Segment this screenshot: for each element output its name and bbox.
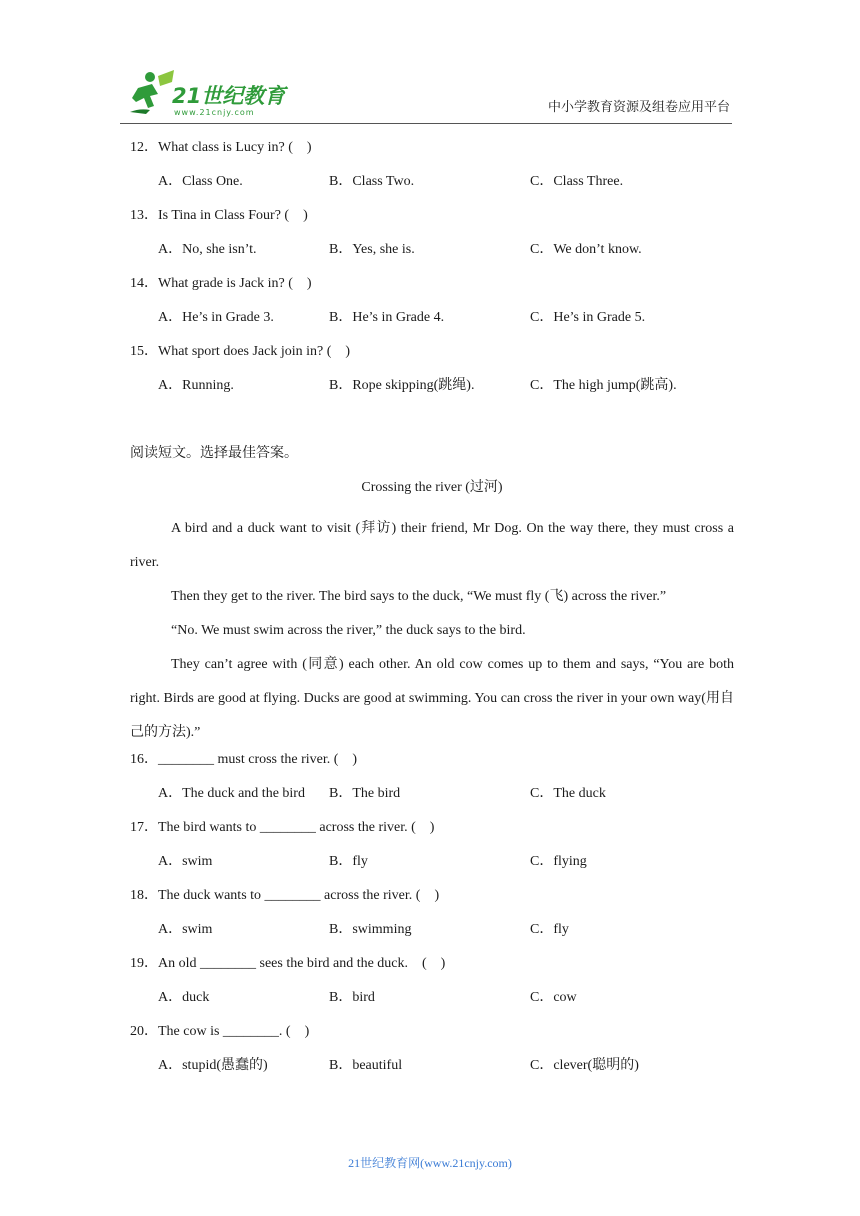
options: [130, 784, 734, 818]
options: [130, 988, 734, 1022]
runner-logo-icon: [120, 68, 176, 120]
options: [130, 852, 734, 886]
question-12: [130, 138, 734, 206]
option-a: A．duck: [158, 990, 210, 1005]
option-c: C．flying: [530, 854, 587, 869]
option-c: C．The duck: [530, 786, 606, 801]
option-b: B．He’s in Grade 4.: [329, 310, 445, 325]
question-text: 17．The bird wants to ________ across the river. ( ): [130, 820, 435, 835]
page-footer[interactable]: 21世纪教育网(www.21cnjy.com): [348, 1156, 512, 1170]
option-b: B．swimming: [329, 922, 412, 937]
option-a: A．He’s in Grade 3.: [158, 310, 274, 325]
question-text: 18．The duck wants to ________ across the river. ( ): [130, 888, 440, 903]
option-b: B．Yes, she is.: [329, 242, 415, 257]
question-13: [130, 206, 734, 274]
page-header: [120, 62, 732, 124]
option-c: C．fly: [530, 922, 569, 937]
option-c: C．Class Three.: [530, 174, 624, 189]
passage-paragraph: Then they get to the river. The bird says to the duck, “We must fly (飞) across the river.”: [171, 589, 667, 604]
question-17: [130, 818, 734, 886]
question-text: 14．What grade is Jack in? ( ): [130, 276, 312, 291]
option-a: A．Class One.: [158, 174, 243, 189]
option-b: B．bird: [329, 990, 375, 1005]
spacer: [130, 410, 734, 444]
option-b: B．beautiful: [329, 1058, 403, 1073]
header-divider: [120, 123, 732, 124]
option-c: C．clever(聪明的): [530, 1058, 639, 1073]
option-a: A．swim: [158, 854, 213, 869]
question-14: [130, 274, 734, 342]
options: [130, 1056, 734, 1090]
question-18: [130, 886, 734, 954]
option-c: C．cow: [530, 990, 577, 1005]
option-b: B．The bird: [329, 786, 401, 801]
option-c: C．The high jump(跳高).: [530, 378, 677, 393]
question-20: [130, 1022, 734, 1090]
options: [130, 308, 734, 342]
site-logo: [120, 68, 300, 120]
question-text: 20．The cow is ________. ( ): [130, 1024, 310, 1039]
option-c: C．We don’t know.: [530, 242, 642, 257]
options: [130, 240, 734, 274]
option-a: A．The duck and the bird: [158, 786, 305, 801]
options: [130, 172, 734, 206]
logo-text: 21世纪教育: [172, 84, 286, 108]
question-text: 12．What class is Lucy in? ( ): [130, 140, 312, 155]
question-15: [130, 342, 734, 410]
option-b: B．Class Two.: [329, 174, 415, 189]
platform-label: 中小学教育资源及组卷应用平台: [547, 99, 730, 114]
reading-instruction: 阅读短文。选择最佳答案。: [130, 446, 298, 461]
passage-paragraph: A bird and a duck want to visit (拜访) their friend, Mr Dog. On the way there, they must cross a river.: [130, 521, 734, 570]
logo-url: www.21cnjy.com: [174, 108, 255, 117]
option-a: A．Running.: [158, 378, 234, 393]
question-19: [130, 954, 734, 1022]
options: [130, 376, 734, 410]
option-b: B．Rope skipping(跳绳).: [329, 378, 475, 393]
question-text: 16．________ must cross the river. ( ): [130, 752, 358, 767]
question-text: 19．An old ________ sees the bird and the duck. ( ): [130, 956, 446, 971]
passage-title: Crossing the river (过河): [361, 480, 503, 495]
option-a: A．stupid(愚蠢的): [158, 1058, 268, 1073]
option-a: A．No, she isn’t.: [158, 242, 257, 257]
option-a: A．swim: [158, 922, 213, 937]
option-c: C．He’s in Grade 5.: [530, 310, 646, 325]
worksheet-content: [130, 138, 734, 1090]
question-16: [130, 750, 734, 818]
options: [130, 920, 734, 954]
question-text: 13．Is Tina in Class Four? ( ): [130, 208, 308, 223]
question-text: 15．What sport does Jack join in? ( ): [130, 344, 351, 359]
passage-paragraph: “No. We must swim across the river,” the duck says to the bird.: [171, 623, 526, 638]
passage-paragraph: They can’t agree with (同意) each other. An old cow comes up to them and says, “You are both right. Birds are good at flying. Ducks are good at swimming. You can cross the river in your own way(用自己的方法).”: [130, 657, 734, 740]
option-b: B．fly: [329, 854, 368, 869]
